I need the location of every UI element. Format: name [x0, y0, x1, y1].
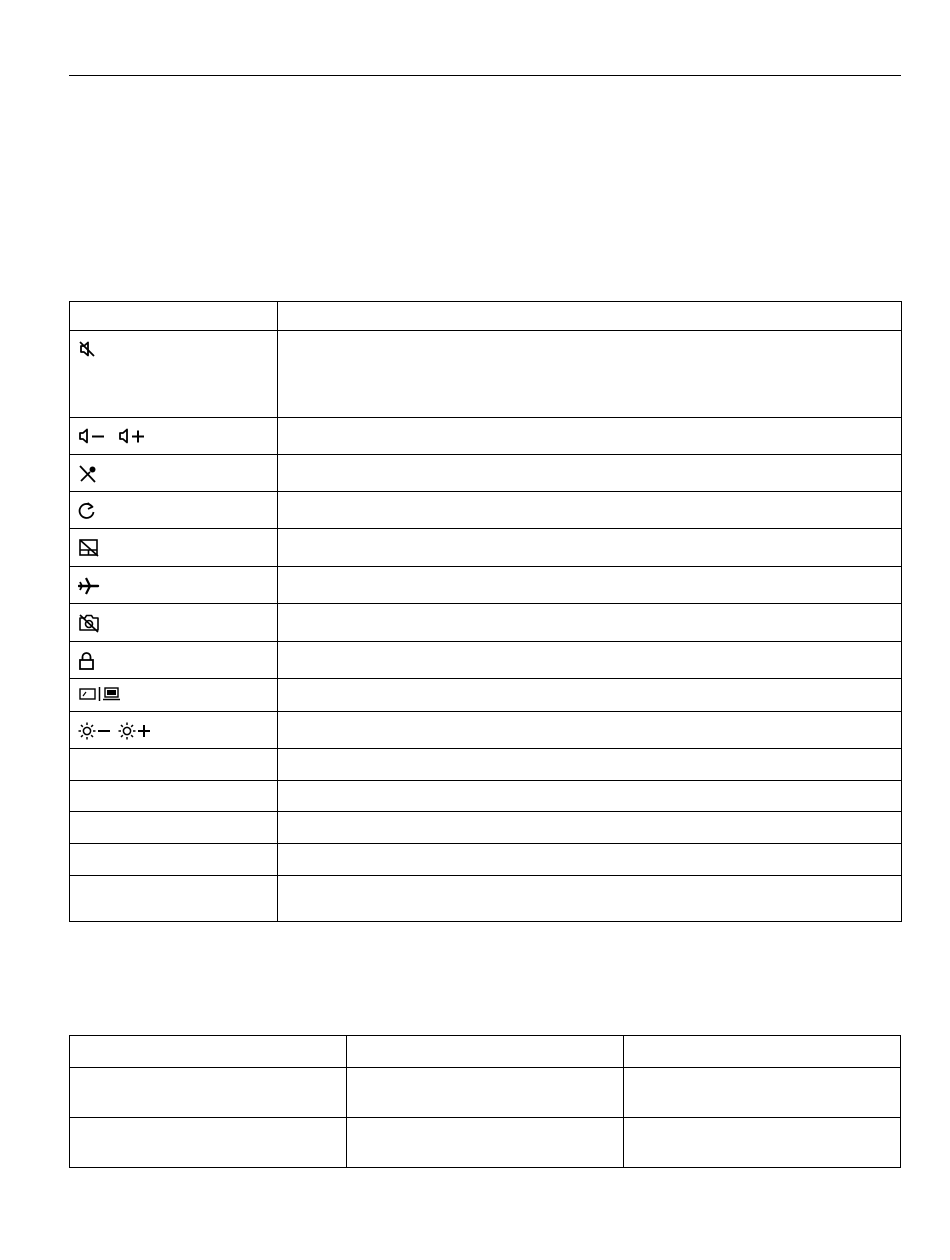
key-cell [70, 712, 278, 749]
table-cell [624, 1068, 901, 1118]
key-cell [70, 331, 278, 418]
description-cell [278, 492, 902, 529]
description-cell [278, 812, 902, 844]
description-cell [278, 642, 902, 679]
header-cell-description [278, 302, 902, 331]
key-cell [70, 781, 278, 812]
key-cell [70, 679, 278, 712]
table-cell [624, 1118, 901, 1168]
description-cell [278, 567, 902, 604]
key-cell [70, 642, 278, 679]
description-cell [278, 844, 902, 876]
key-cell [70, 876, 278, 922]
table-row [70, 529, 902, 567]
microphone-mute-icon [78, 464, 98, 484]
description-cell [278, 529, 902, 567]
description-cell [278, 781, 902, 812]
key-cell [70, 844, 278, 876]
description-cell [278, 876, 902, 922]
key-cell [70, 812, 278, 844]
key-cell [70, 455, 278, 492]
key-cell [70, 604, 278, 642]
airplane-icon [78, 576, 100, 596]
table-row [70, 492, 902, 529]
key-cell [70, 529, 278, 567]
key-cell [70, 567, 278, 604]
table-row [70, 679, 902, 712]
table-row [70, 712, 902, 749]
description-cell [278, 418, 902, 455]
table-row [70, 812, 902, 844]
brightness-down-icon [78, 721, 112, 741]
table-row [70, 418, 902, 455]
table-cell [70, 1068, 347, 1118]
table-row [70, 876, 902, 922]
touchpad-off-icon [78, 538, 100, 558]
table-cell [347, 1118, 624, 1168]
description-cell [278, 749, 902, 781]
refresh-icon [78, 501, 96, 521]
table-cell [70, 1118, 347, 1168]
table-cell [347, 1068, 624, 1118]
brightness-up-icon [118, 721, 154, 741]
description-cell [278, 331, 902, 418]
table-header-row [70, 1036, 901, 1068]
volume-up-icon [118, 427, 150, 445]
secondary-table [69, 1035, 901, 1168]
volume-down-icon [78, 427, 108, 445]
table-row [70, 781, 902, 812]
function-keys-table [69, 301, 902, 922]
table-row [70, 455, 902, 492]
speaker-mute-icon [78, 340, 96, 358]
header-cell [624, 1036, 901, 1068]
camera-off-icon [78, 613, 100, 633]
description-cell [278, 604, 902, 642]
header-cell-key [70, 302, 278, 331]
table-row [70, 1118, 901, 1168]
table-header-row [70, 302, 902, 331]
table-row [70, 749, 902, 781]
description-cell [278, 679, 902, 712]
table-row [70, 844, 902, 876]
header-rule [69, 75, 901, 76]
table-row [70, 642, 902, 679]
description-cell [278, 712, 902, 749]
key-cell [70, 749, 278, 781]
lock-icon [78, 651, 96, 671]
table-row [70, 604, 902, 642]
display-switch-icon [78, 686, 124, 702]
key-cell [70, 492, 278, 529]
description-cell [278, 455, 902, 492]
table-row [70, 567, 902, 604]
header-cell [70, 1036, 347, 1068]
key-cell [70, 418, 278, 455]
table-row [70, 1068, 901, 1118]
table-row [70, 331, 902, 418]
header-cell [347, 1036, 624, 1068]
